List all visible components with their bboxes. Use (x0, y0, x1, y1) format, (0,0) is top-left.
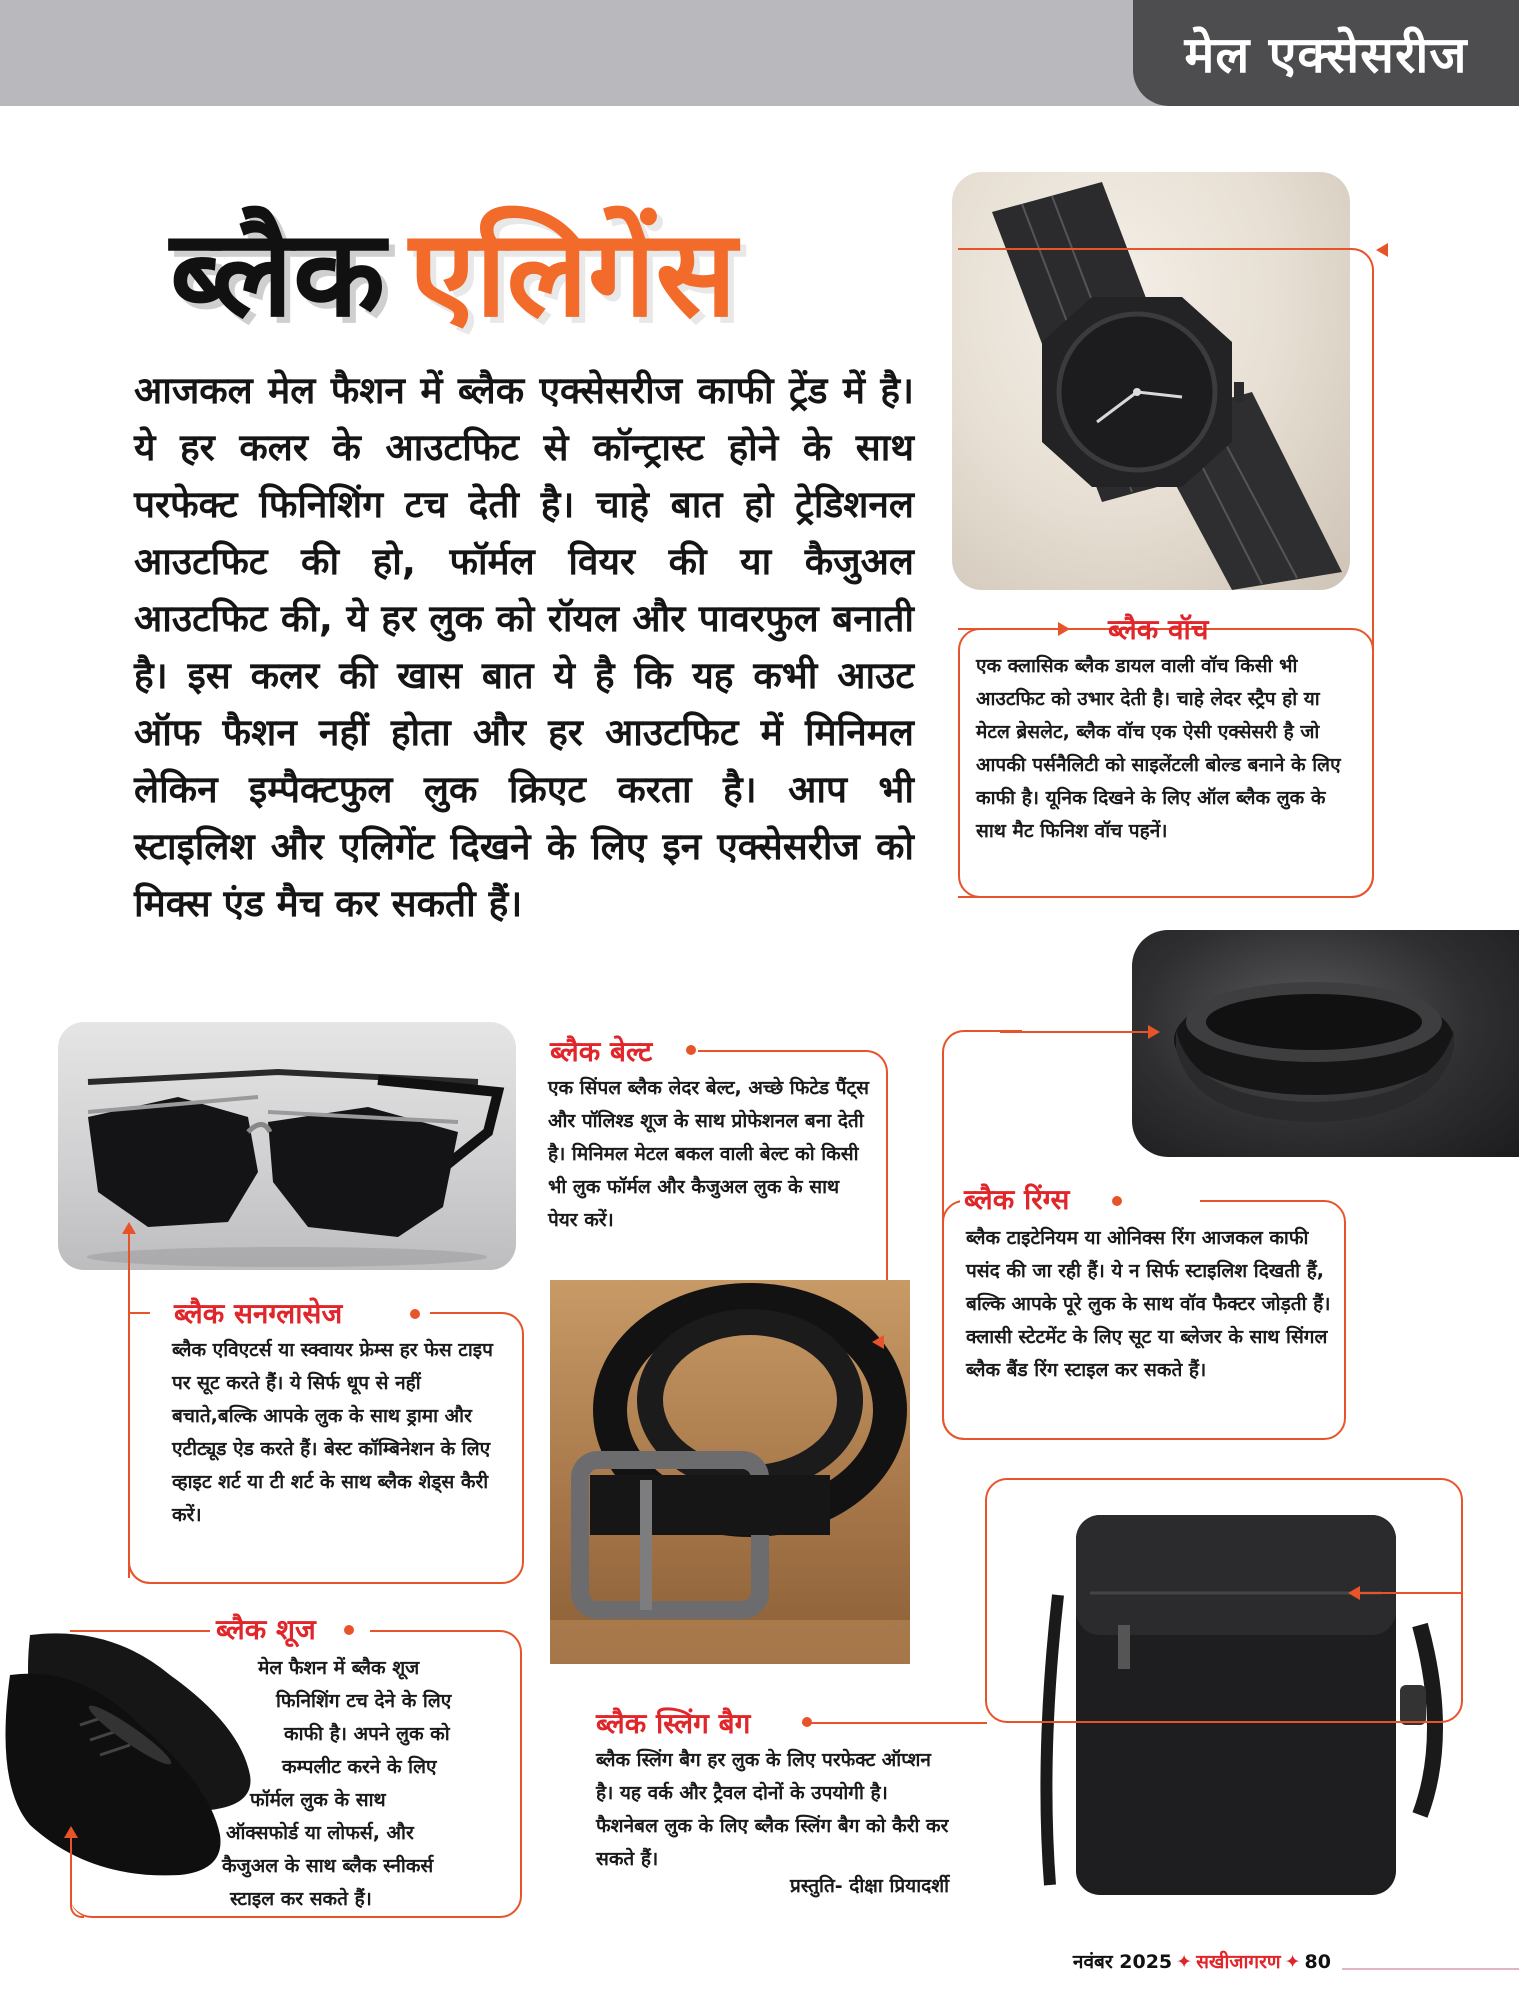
page-number: 80 (1304, 1951, 1331, 1973)
shoes-text-line: कैजुअल के साथ ब्लैक स्नीकर्स (222, 1855, 434, 1877)
rings-title: ब्लैक रिंग्स (964, 1183, 1070, 1216)
shoes-text-line: ऑक्सफोर्ड या लोफर्स, और (226, 1822, 414, 1844)
belt-title: ब्लैक बेल्ट (550, 1035, 653, 1068)
headline-word-1: ब्लैक (170, 205, 386, 344)
shoes-text-line: फॉर्मल लुक के साथ (250, 1789, 386, 1811)
footer-month: नवंबर 2025 (1072, 1951, 1173, 1973)
bag-title-dot (802, 1717, 812, 1727)
belt-title-dot (686, 1045, 696, 1055)
intro-paragraph: आजकल मेल फैशन में ब्लैक एक्सेसरीज काफी ट्रेंड में है। ये हर कलर के आउटफिट से कॉन्ट्रास्ट होने के साथ परफेक्ट फिनिशिंग टच देती है। चाहे बात हो ट्रेडिशनल आउटफिट की हो, फॉर्मल वियर की या कैजुअल आउटफिट की, ये हर लुक को रॉयल और पावरफुल बनाती है। इस कलर की खास बात ये है कि यह कभी आउट ऑफ फैशन नहीं होता और हर आउटफिट में मिनिमल लेकिन इम्पैक्टफुल लुक क्रिएट करता है। आप भी स्टाइलिश और एलिगेंट दिखने के लिए इन एक्सेसरीज को मिक्स एंड मैच कर सकती हैं। (134, 369, 914, 925)
footer-brand: सखीजागरण (1196, 1951, 1281, 1973)
shoes-text-line: फिनिशिंग टच देने के लिए (276, 1690, 452, 1712)
rings-text: ब्लैक टाइटेनियम या ओनिक्स रिंग आजकल काफी पसंद की जा रही हैं। ये न सिर्फ स्टाइलिश दिखती हैं, बल्कि आपके पूरे लुक के साथ वॉव फैक्टर जोड़ती हैं। क्लासी स्टेटमेंट के लिए सूट या ब्लेजर के साथ सिंगल ब्लैक बैंड रिंग स्टाइल कर सकते हैं। (966, 1227, 1331, 1381)
watch-text: एक क्लासिक ब्लैक डायल वाली वॉच किसी भी आउटफिट को उभार देती है। चाहे लेदर स्ट्रैप हो या मेटल ब्रेसलेट, ब्लैक वॉच एक ऐसी एक्सेसरी है जो आपकी पर्सनैलिटी को साइलेंटली बोल्ड बनाने के लिए काफी है। यूनिक दिखने के लिए ऑल ब्लैक लुक के साथ मैट फिनिश वॉच पहनें। (976, 655, 1341, 842)
watch-title-arrow (1058, 622, 1070, 636)
sunglasses-title-dot (410, 1309, 420, 1319)
sunglasses-text: ब्लैक एविएटर्स या स्क्वायर फ्रेम्स हर फेस टाइप पर सूट करते हैं। ये सिर्फ धूप से नहीं बचाते,बल्कि आपके लुक के साथ ड्रामा और एटीट्यूड ऐड करते हैं। बेस्ट कॉम्बिनेशन के लिए व्हाइट शर्ट या टी शर्ट के साथ ब्लैक शेड्स कैरी करें। (172, 1339, 493, 1526)
shoes-text-line: मेल फैशन में ब्लैक शूज (258, 1657, 420, 1679)
shoes-text-line: कम्पलीट करने के लिए (282, 1756, 437, 1778)
bag-title: ब्लैक स्लिंग बैग (596, 1707, 751, 1740)
shoes-text-line: स्टाइल कर सकते हैं। (230, 1888, 372, 1910)
bag-text: ब्लैक स्लिंग बैग हर लुक के लिए परफेक्ट ऑप्शन है। यह वर्क और ट्रैवल दोनों के उपयोगी है। फैशनेबल लुक के लिए ब्लैक स्लिंग बैग को कैरी कर सकते हैं। (596, 1749, 949, 1870)
bag-pointer-arrow (1348, 1586, 1360, 1600)
headline (170, 205, 737, 344)
watch-title: ब्लैक वॉच (1108, 613, 1209, 646)
shoes-text-line: काफी है। अपने लुक को (284, 1723, 450, 1745)
sunglasses-title: ब्लैक सनग्लासेज (174, 1297, 343, 1330)
shoes-title-dot (344, 1625, 354, 1635)
ring-pointer-arrow (1148, 1025, 1160, 1039)
rings-title-dot (1112, 1196, 1122, 1206)
shoes-pointer-arrow (64, 1826, 78, 1838)
shoes-title: ब्लैक शूज (216, 1613, 316, 1646)
section-label: मेल एक्सेसरीज (1133, 0, 1519, 106)
footer-rule (1342, 1968, 1519, 1970)
belt-photo (550, 1280, 910, 1664)
page-footer: नवंबर 2025 ✦ सखीजागरण ✦ 80 (1072, 1951, 1331, 1973)
headline-word-2: एलिगेंस (409, 205, 737, 344)
belt-pointer-arrow (872, 1335, 884, 1349)
ring-photo (1132, 930, 1519, 1157)
credit: प्रस्तुति- दीक्षा प्रियादर्शी (790, 1875, 950, 1897)
sunglasses-pointer-arrow (122, 1222, 136, 1234)
belt-text: एक सिंपल ब्लैक लेदर बेल्ट, अच्छे फिटेड पैंट्स और पॉलिश्ड शूज के साथ प्रोफेशनल बना देती है। मिनिमल मेटल बकल वाली बेल्ट को किसी भी लुक फॉर्मल और कैजुअल लुक के साथ पेयर करें। (548, 1077, 869, 1231)
